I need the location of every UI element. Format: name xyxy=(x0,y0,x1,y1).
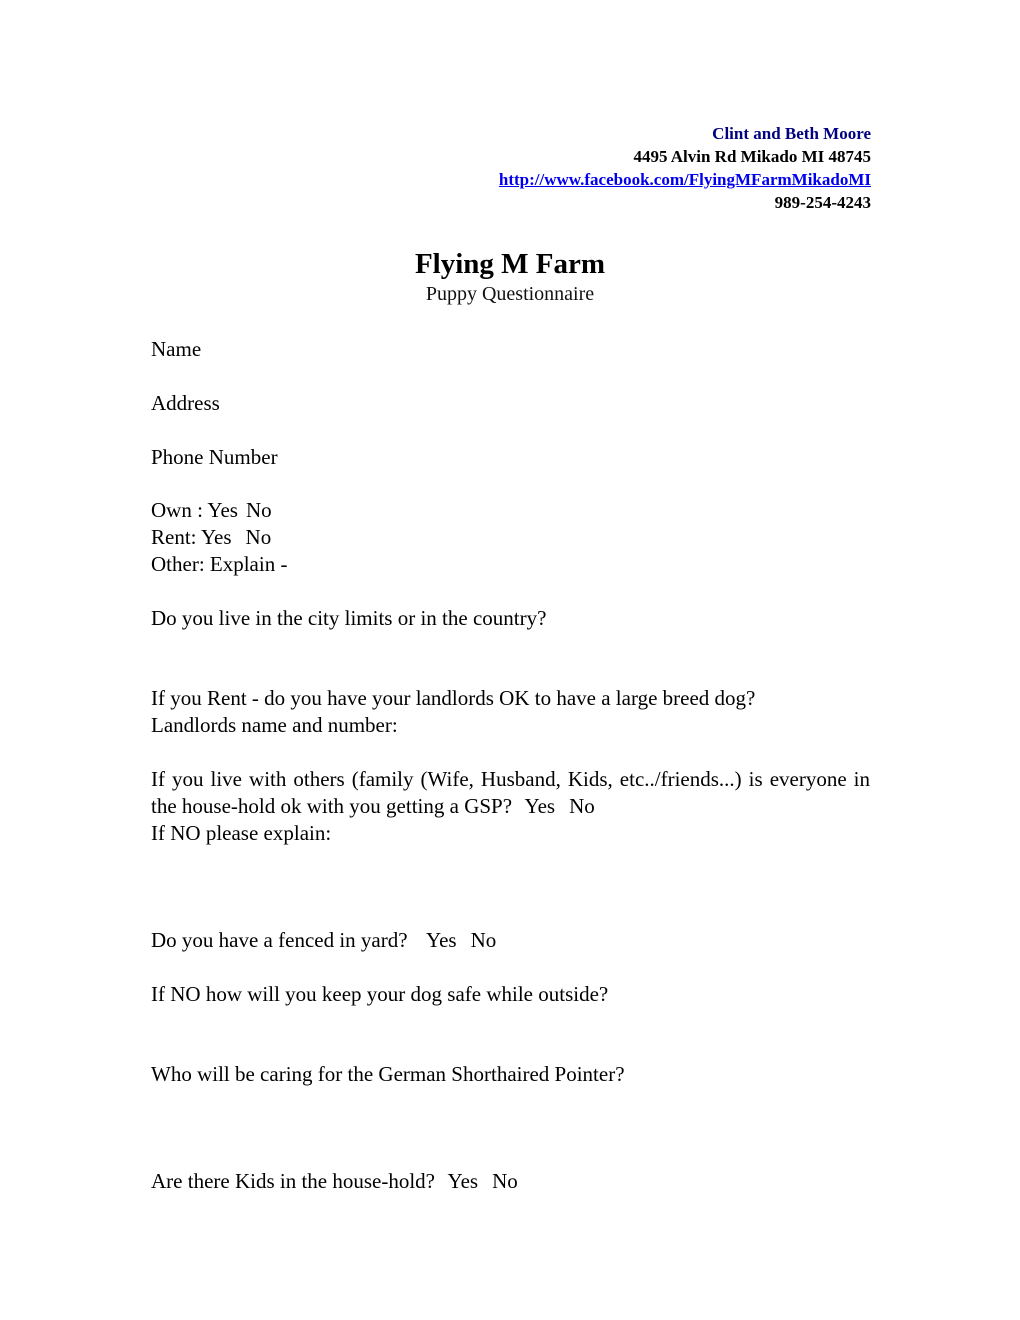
rent-line xyxy=(151,524,870,551)
title-block xyxy=(0,246,1020,306)
household-explain: If NO please explain: xyxy=(151,821,332,845)
page-subtitle: Puppy Questionnaire xyxy=(425,283,595,305)
household-question-text: If you live with others (family (Wife, Husband, Kids, etc../friends...) is everyone in the house-hold ok with you getting a GSP? xyxy=(151,767,870,818)
city-country-question: Do you live in the city limits or in the country? xyxy=(151,606,547,630)
kids-question xyxy=(151,1168,870,1195)
kids-no: No xyxy=(492,1169,518,1193)
address-question: Address xyxy=(151,391,220,415)
name-question: Name xyxy=(151,337,202,361)
contact-address: 4495 Alvin Rd Mikado MI 48745 xyxy=(633,147,871,166)
household-text xyxy=(151,766,870,820)
fenced-question xyxy=(151,927,870,954)
landlord-info-line: Landlords name and number: xyxy=(151,713,398,737)
landlord-question xyxy=(151,685,870,739)
phone-question: Phone Number xyxy=(151,445,278,469)
contact-names: Clint and Beth Moore xyxy=(712,124,871,143)
household-no: No xyxy=(569,794,595,818)
fence-safe-question: If NO how will you keep your dog safe while outside? xyxy=(151,982,609,1006)
fenced-yes: Yes xyxy=(426,928,457,952)
rent-label: Rent: xyxy=(151,525,197,549)
own-line xyxy=(151,497,870,524)
own-label: Own : xyxy=(151,498,203,522)
rent-yes: Yes xyxy=(200,525,232,549)
facebook-link[interactable]: http://www.facebook.com/FlyingMFarmMikadoMI xyxy=(498,170,871,189)
kids-yes: Yes xyxy=(447,1169,479,1193)
rent-landlord-line: If you Rent - do you have your landlords OK to have a large breed dog? xyxy=(151,686,756,710)
own-no: No xyxy=(245,498,272,522)
page-title: Flying M Farm xyxy=(414,248,606,280)
household-yes: Yes xyxy=(524,794,556,818)
contact-phone: 989-254-4243 xyxy=(774,193,871,212)
caring-question: Who will be caring for the German Shorthaired Pointer? xyxy=(151,1062,625,1086)
fenced-no: No xyxy=(470,928,497,952)
contact-block xyxy=(499,122,871,214)
kids-text: Are there Kids in the house-hold? xyxy=(151,1169,436,1193)
rent-no: No xyxy=(245,525,272,549)
housing-question xyxy=(151,497,870,578)
own-yes: Yes xyxy=(207,498,238,522)
other-line: Other: Explain - xyxy=(151,552,288,576)
household-question xyxy=(151,766,870,847)
fenced-text: Do you have a fenced in yard? xyxy=(151,928,408,952)
